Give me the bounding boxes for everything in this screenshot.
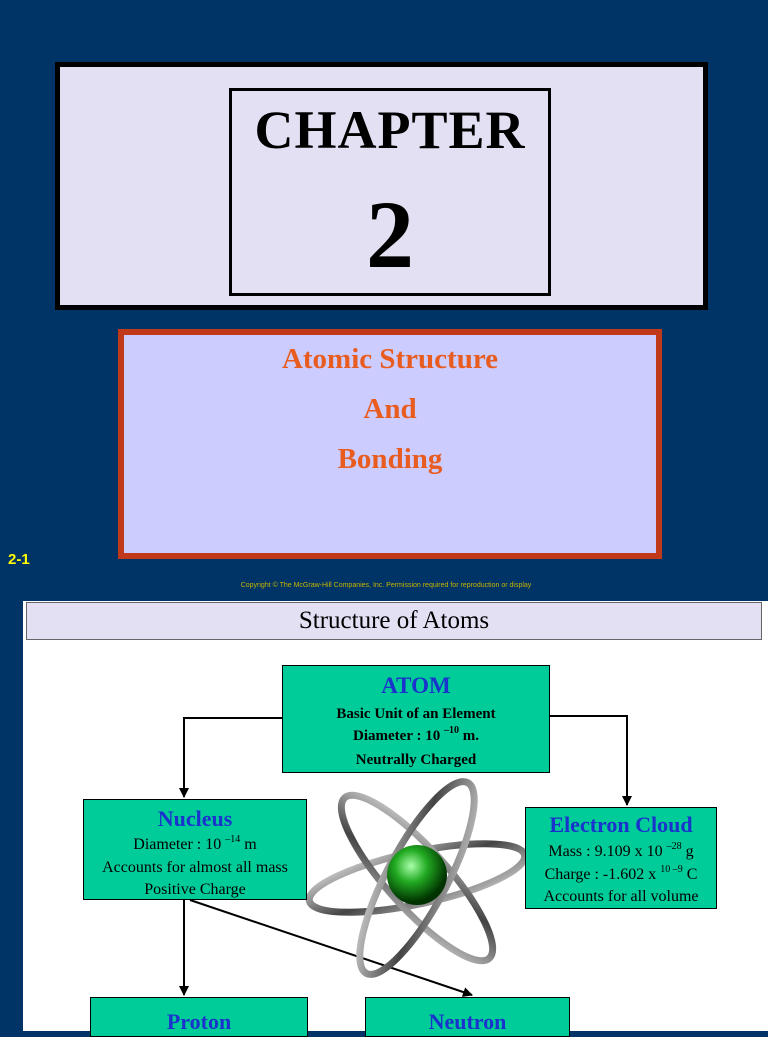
nucleus-line-1: Diameter : 10 $^{-14}$ m bbox=[133, 834, 257, 853]
atom-line-3: Neutrally Charged bbox=[355, 752, 477, 768]
topic-line-1: Atomic Structure bbox=[281, 343, 499, 375]
nucleus-title: Nucleus bbox=[157, 806, 233, 831]
electron-cloud-title: Electron Cloud bbox=[549, 812, 693, 837]
arrow-atom-to-nucleus bbox=[184, 718, 282, 797]
electron-cloud-line-2: Charge : -1.602 x $^{10 -9}$ C bbox=[544, 864, 698, 883]
electron-cloud-line-1: Mass : 9.109 x 10 $^{-28}$ g bbox=[548, 841, 694, 860]
nucleus-line-3: Positive Charge bbox=[144, 881, 246, 898]
proton-title: Proton bbox=[166, 1009, 232, 1034]
atom-title: ATOM bbox=[381, 673, 451, 698]
atom-illustration-icon bbox=[300, 770, 530, 1000]
neutron-title: Neutron bbox=[428, 1009, 507, 1034]
slide-title: Structure of Atoms bbox=[298, 607, 490, 634]
arrow-atom-to-electron-cloud bbox=[550, 716, 627, 805]
slide-number: 2-1 bbox=[8, 551, 30, 568]
chapter-number: 2 bbox=[366, 181, 414, 288]
topic-line-3: Bonding bbox=[337, 443, 443, 475]
topic-line-2: And bbox=[363, 393, 417, 425]
electron-cloud-line-3: Accounts for all volume bbox=[543, 888, 699, 905]
chapter-word: CHAPTER bbox=[254, 100, 526, 160]
atom-line-2: Diameter : 10 $^{-10}$ m. bbox=[353, 725, 479, 744]
nucleus-line-2: Accounts for almost all mass bbox=[102, 859, 288, 876]
copyright-notice: Copyright © The McGraw-Hill Companies, Inc. Permission required for reproduction or display bbox=[240, 582, 532, 589]
atom-line-1: Basic Unit of an Element bbox=[336, 706, 496, 722]
